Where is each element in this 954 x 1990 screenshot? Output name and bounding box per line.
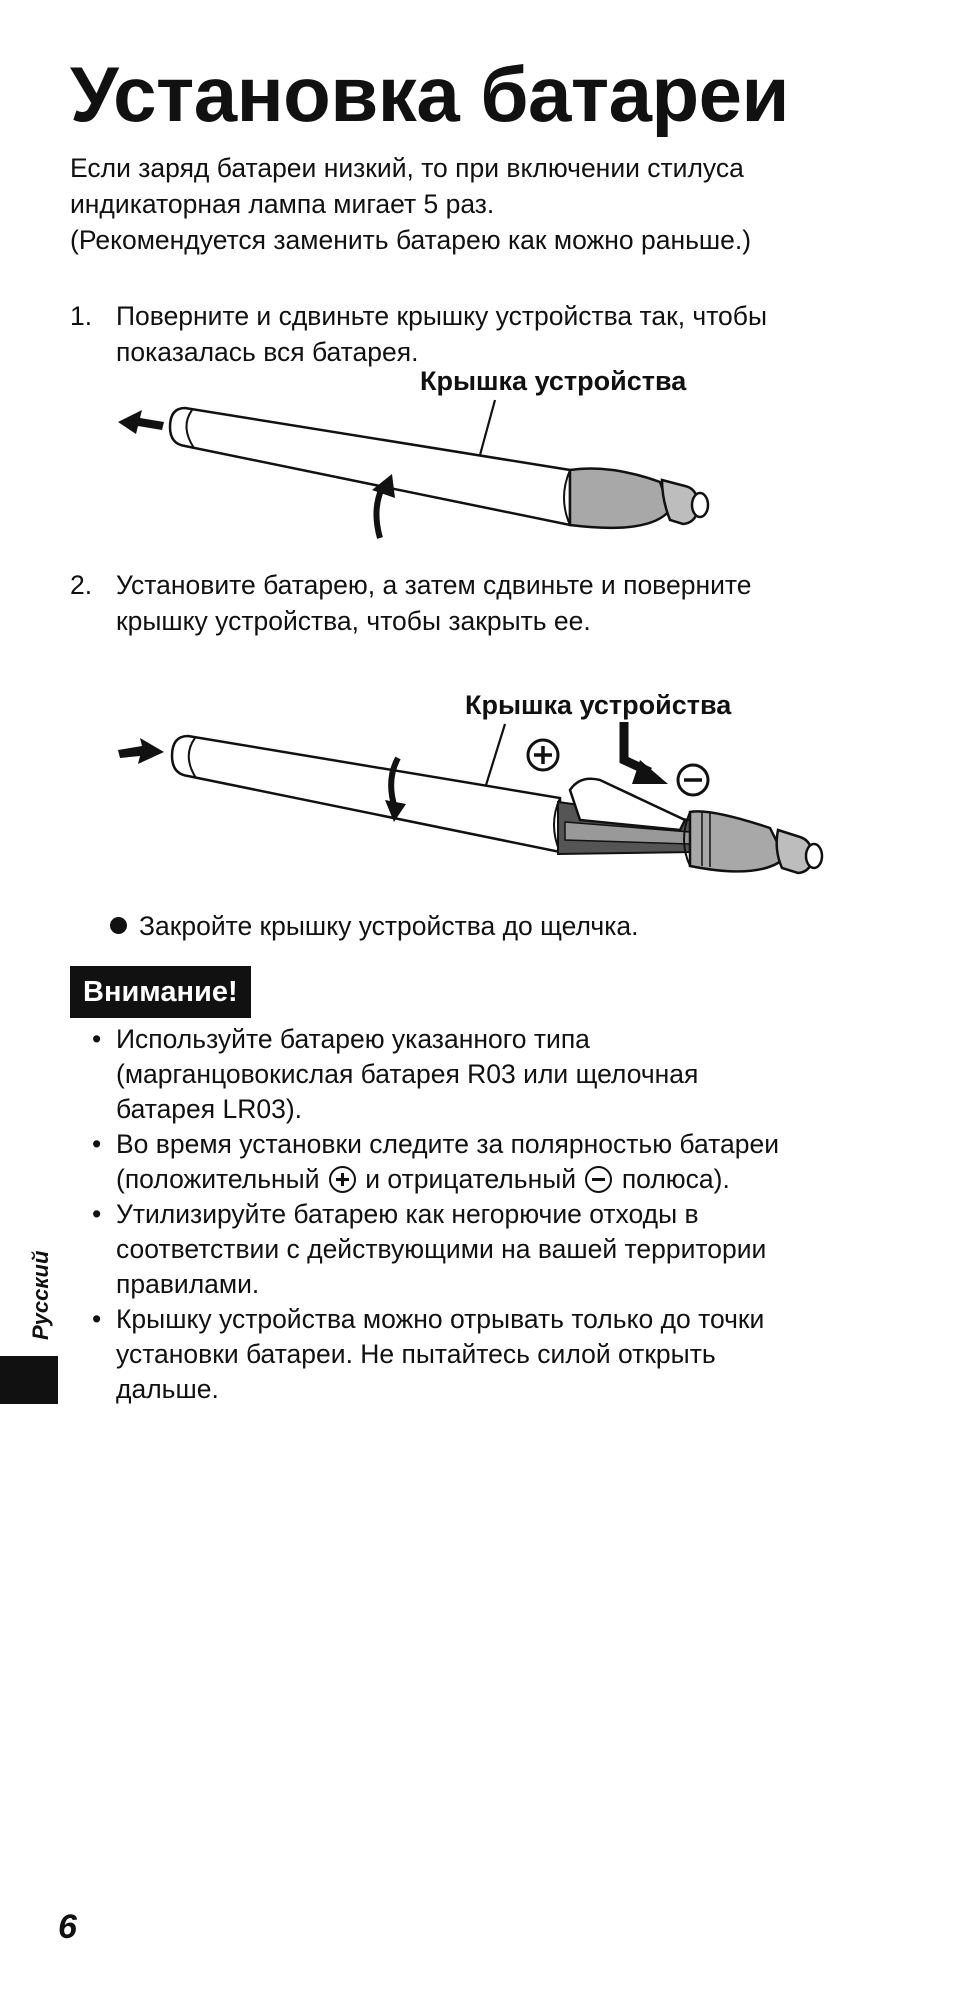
page-title: Установка батареи [70,50,789,138]
stylus-body [170,408,708,528]
step-number: 1. [70,301,93,331]
device-cover-label: Крышка устройства [465,690,732,720]
caution-item: • Используйте батарею указанного типа (марганцовокислая батарея R03 или щелочная батарея LR03). [92,1022,912,1127]
close-note [110,908,638,944]
intro-line: (Рекомендуется заменить батарею как можно раньше.) [70,225,752,255]
minus-circle-icon [678,765,708,795]
slide-left-arrow-icon [118,410,164,434]
intro-line: Если заряд батареи низкий, то при включении стилуса [70,153,744,183]
caution-badge: Внимание! [70,966,251,1018]
slide-right-arrow-icon [118,738,164,764]
figure-close-cover [110,680,870,890]
language-side-label: Русский [28,1250,53,1340]
caution-item: • Утилизируйте батарею как негорючие отходы в соответствии с действующими на вашей территории правилами. [92,1197,912,1302]
step-line: показалась вся батарея. [116,337,419,367]
caution-item: • Крышку устройства можно отрывать только до точки установки батареи. Не пытайтесь силой открыть дальше. [92,1302,912,1407]
battery-compartment [558,779,695,854]
intro-line: индикаторная лампа мигает 5 раз. [70,189,495,219]
step-line: крышку устройства, чтобы закрыть ее. [116,606,591,636]
page-number: 6 [58,1908,77,1946]
plus-circle-icon [329,1166,356,1193]
stylus-tip [684,811,822,873]
minus-circle-icon [585,1166,612,1193]
figure-open-cover [110,360,750,550]
step-line: Поверните и сдвиньте крышку устройства так, чтобы [116,301,768,331]
step-line: Установите батарею, а затем сдвиньте и поверните [116,570,752,600]
close-note-text: Закройте крышку устройства до щелчка. [139,911,639,941]
device-cover-label: Крышка устройства [420,366,687,396]
caution-item: • Во время установки следите за полярностью батареи (положительный и отрицательный полюса). [92,1127,912,1197]
language-tab-marker [0,1356,58,1404]
caution-list [92,1022,912,1407]
bullet-dot-icon [110,917,127,934]
intro-paragraph [70,150,900,258]
step-text [116,567,906,639]
insert-battery-arrow-icon [624,722,668,784]
plus-circle-icon [528,740,558,770]
step-number: 2. [70,570,93,600]
stylus-body [172,736,560,852]
